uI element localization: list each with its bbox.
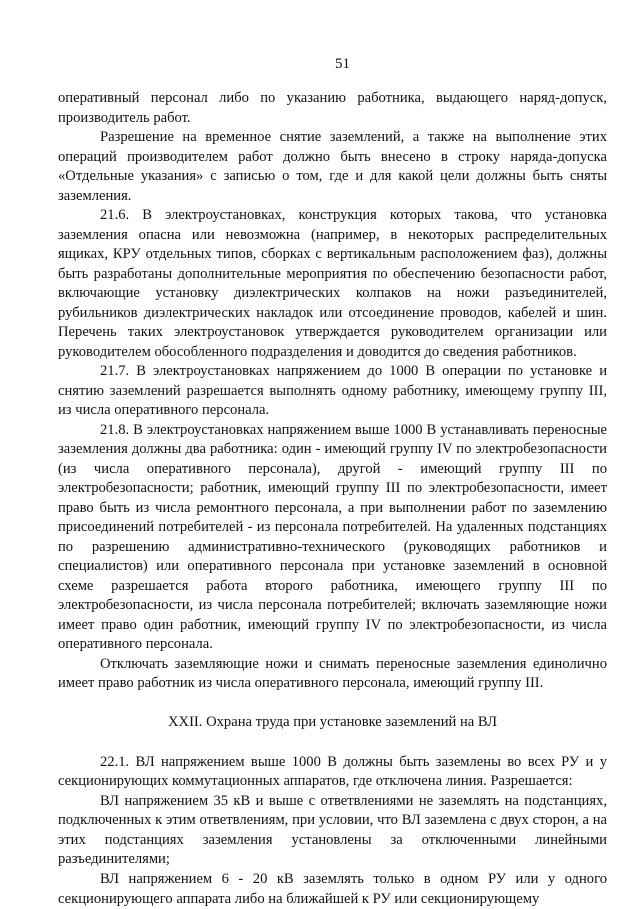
paragraph-21-6: 21.6. В электроустановках, конструкция которых такова, что установка заземления опасна или невозможна (например, в некоторых распределительных ящиках, КРУ отдельных типов, сборках с вертикальным расположением фаз), должны быть разработаны дополнительные мероприятия по обеспечению безопасности работ, включающие установку диэлектрических колпаков на ножи разъединителей, рубильников диэлектрических накладок или отсоединение проводов, кабелей и шин. Перечень таких электроустановок утверждается руководителем организации или руководителем обособленного подразделения и доводится до сведения работников. [58, 206, 607, 362]
paragraph-21-7: 21.7. В электроустановках напряжением до 1000 В операции по установке и снятию заземлений разрешается выполнять одному работнику, имеющему группу III, из числа оперативного персонала. [58, 362, 607, 421]
paragraph: Отключать заземляющие ножи и снимать переносные заземления единолично имеет право работник из числа оперативного персонала, имеющий группу III. [58, 655, 607, 694]
paragraph: оперативный персонал либо по указанию работника, выдающего наряд-допуск, производитель работ. [58, 89, 607, 128]
body-text-bottom [58, 753, 607, 909]
body-text-top [58, 89, 607, 694]
paragraph-21-8: 21.8. В электроустановках напряжением выше 1000 В устанавливать переносные заземления должны два работника: один - имеющий группу IV по электробезопасности (из числа оперативного персонала), другой - имеющий группу III по электробезопасности; работник, имеющий группу III по электробезопасности, имеет право быть из числа ремонтного персонала, а при выполнении работ по заземлению присоединений потребителей - из персонала потребителей. На удаленных подстанциях по разрешению административно-технического (руководящих работников и специалистов) или оперативного персонала при установке заземлений в основной схеме разрешается работа второго работника, имеющего группу III по электробезопасности, из числа персонала потребителей; включать заземляющие ножи имеет право один работник, имеющий группу IV по электробезопасности, из числа оперативного персонала. [58, 421, 607, 655]
paragraph-22-1: 22.1. ВЛ напряжением выше 1000 В должны быть заземлены во всех РУ и у секционирующих коммутационных аппаратов, где отключена линия. Разрешается: [58, 753, 607, 792]
section-heading: XXII. Охрана труда при установке заземлений на ВЛ [58, 714, 607, 731]
paragraph: ВЛ напряжением 6 - 20 кВ заземлять только в одном РУ или у одного секционирующего аппарата либо на ближайшей к РУ или секционирующему [58, 870, 607, 909]
paragraph: Разрешение на временное снятие заземлений, а также на выполнение этих операций производителем работ должно быть внесено в строку наряда-допуска «Отдельные указания» с записью о том, где и для какой цели должны быть сняты заземления. [58, 128, 607, 206]
page-number: 51 [58, 56, 607, 73]
paragraph: ВЛ напряжением 35 кВ и выше с ответвлениями не заземлять на подстанциях, подключенных к этим ответвлениям, при условии, что ВЛ заземлена с двух сторон, а на этих подстанциях заземления установлены за отключенными линейными разъединителями; [58, 792, 607, 870]
